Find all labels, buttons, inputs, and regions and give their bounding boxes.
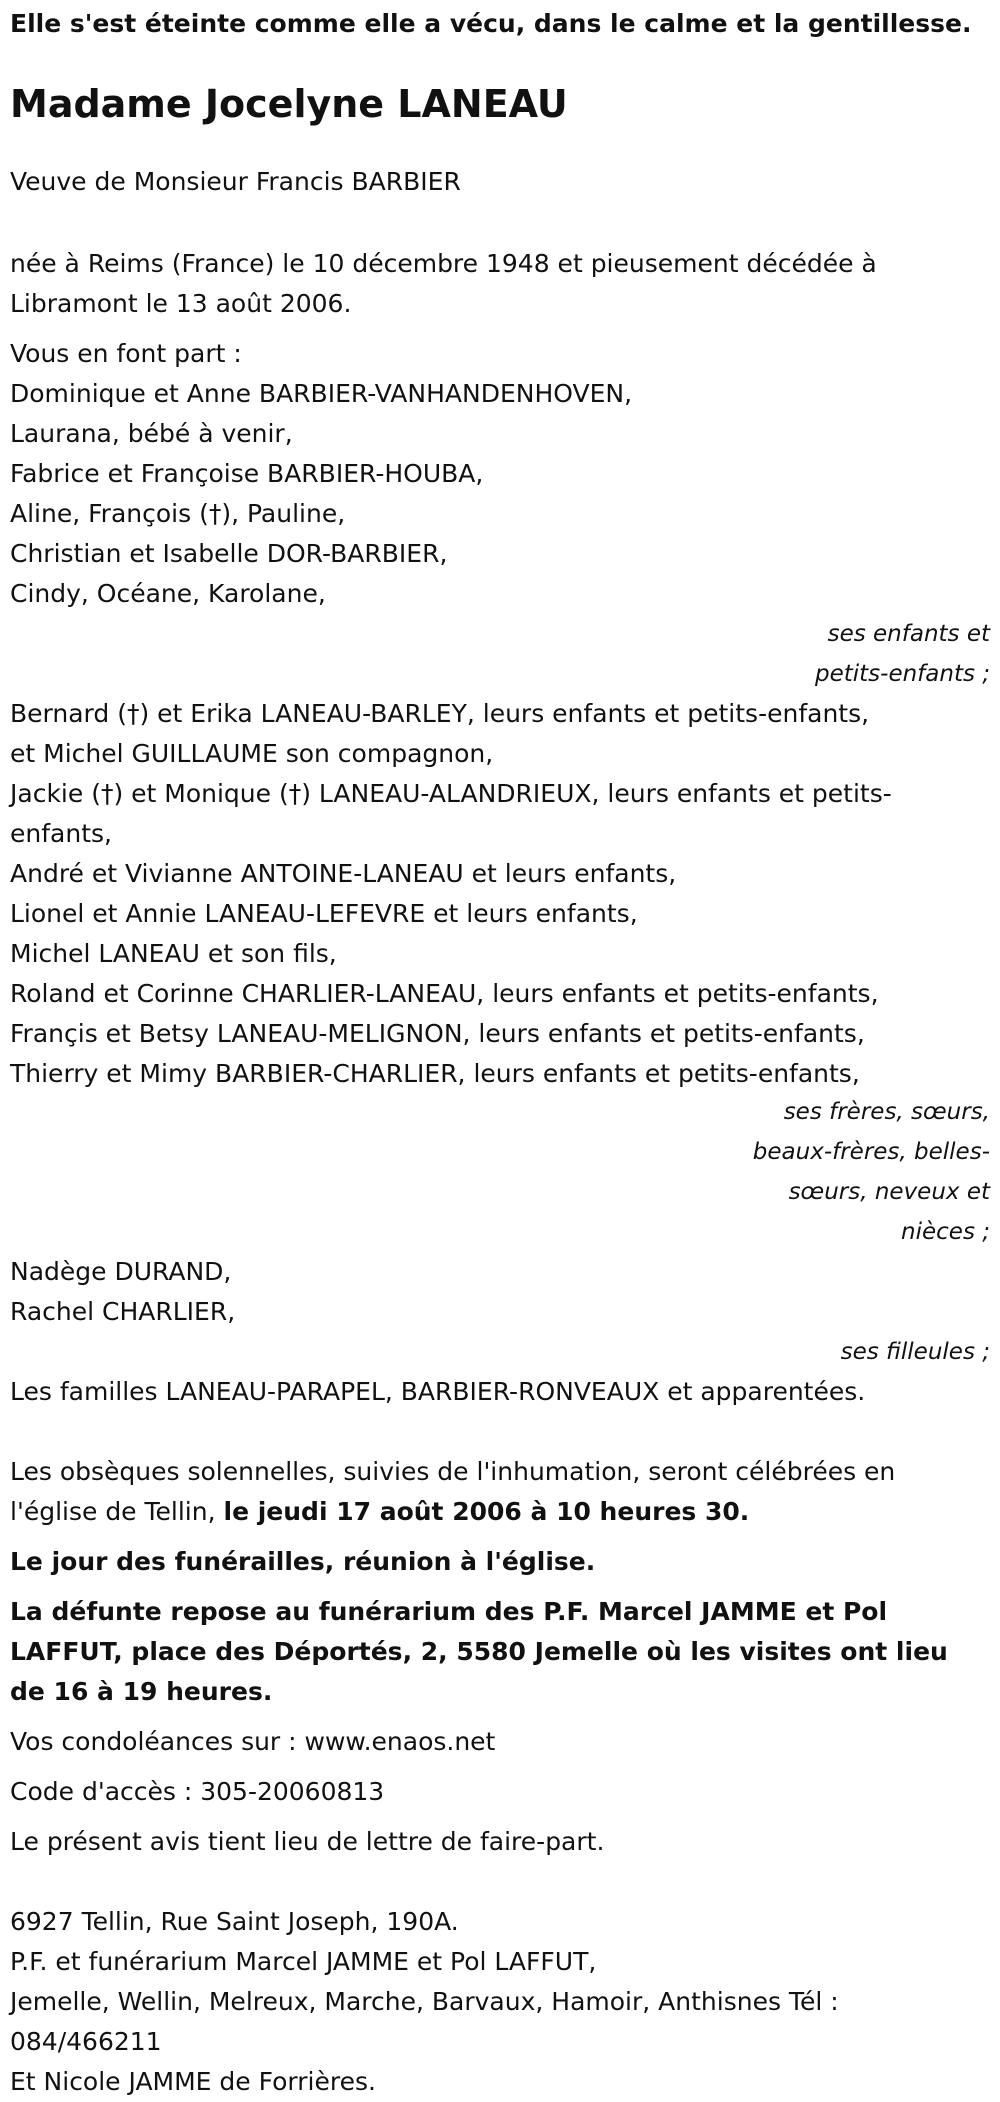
siblings-role: ses frères, sœurs, beaux-frères, belles-sœurs, neveux et nièces ;: [752, 1099, 990, 1245]
list-item: et Michel GUILLAUME son compagnon,: [10, 739, 494, 768]
list-item: Michel LANEAU et son fils,: [10, 939, 337, 968]
list-item: Lionel et Annie LANEAU-LEFEVRE et leurs enfants,: [10, 899, 638, 928]
list-item: André et Vivianne ANTOINE-LANEAU et leurs enfants,: [10, 859, 677, 888]
meeting-line: Le jour des funérailles, réunion à l'église.: [10, 1547, 596, 1576]
goddaughters-role: ses filleules ;: [840, 1339, 990, 1365]
children-role: ses enfants et petits-enfants ;: [814, 621, 990, 687]
list-item: Aline, François (†), Pauline,: [10, 499, 346, 528]
list-item: Christian et Isabelle DOR-BARBIER,: [10, 539, 448, 568]
list-item: Roland et Corinne CHARLIER-LANEAU, leurs enfants et petits-enfants,: [10, 979, 879, 1008]
spouse-line: Veuve de Monsieur Francis BARBIER: [10, 167, 461, 196]
ceremony-date: le jeudi 17 août 2006 à 10 heures 30.: [223, 1497, 750, 1526]
rest-paragraph: La défunte repose au funérarium des P.F. Marcel JAMME et Pol LAFFUT, place des Déportés, 2, 5580 Jemelle où les visites ont lieu de 16 à 19 heures.: [10, 1597, 948, 1706]
ceremony-text: Les obsèques solennelles, suivies de l'inhumation, seront célébrées en l'église de Tellin,: [10, 1457, 896, 1526]
list-item: Rachel CHARLIER,: [10, 1297, 236, 1326]
birth-death-line: née à Reims (France) le 10 décembre 1948 et pieusement décédée à Libramont le 13 août 2006.: [10, 249, 877, 318]
list-item: Françis et Betsy LANEAU-MELIGNON, leurs enfants et petits-enfants,: [10, 1019, 865, 1048]
list-item: Fabrice et Françoise BARBIER-HOUBA,: [10, 459, 484, 488]
deceased-name: Madame Jocelyne LANEAU: [10, 82, 568, 126]
list-item: Dominique et Anne BARBIER-VANHANDENHOVEN,: [10, 379, 633, 408]
list-item: Jackie (†) et Monique (†) LANEAU-ALANDRIEUX, leurs enfants et petits-enfants,: [10, 779, 892, 848]
list-item: Cindy, Océane, Karolane,: [10, 579, 326, 608]
list-item: Bernard (†) et Erika LANEAU-BARLEY, leurs enfants et petits-enfants,: [10, 699, 870, 728]
condolences-line: Vos condoléances sur : www.enaos.net: [10, 1727, 496, 1756]
notice-line: Le présent avis tient lieu de lettre de faire-part.: [10, 1827, 605, 1856]
motto: Elle s'est éteinte comme elle a vécu, dans le calme et la gentillesse.: [10, 9, 972, 38]
list-item: Thierry et Mimy BARBIER-CHARLIER, leurs enfants et petits-enfants,: [10, 1059, 860, 1088]
families-line: Les familles LANEAU-PARAPEL, BARBIER-RONVEAUX et apparentées.: [10, 1377, 866, 1406]
list-item: Laurana, bébé à venir,: [10, 419, 293, 448]
footer-extra: Et Nicole JAMME de Forrières.: [10, 2067, 376, 2096]
children-list: [10, 374, 990, 614]
list-item: Nadège DURAND,: [10, 1257, 232, 1286]
access-code-line: Code d'accès : 305-20060813: [10, 1777, 385, 1806]
goddaughters-list: [10, 1252, 990, 1332]
footer-locations: Jemelle, Wellin, Melreux, Marche, Barvaux, Hamoir, Anthisnes Tél : 084/466211: [10, 1987, 839, 2056]
siblings-list: [10, 694, 990, 1094]
family-intro: Vous en font part :: [10, 339, 242, 368]
ceremony-paragraph: [10, 1452, 990, 1532]
obituary-page: [0, 4, 1000, 2096]
footer-address: 6927 Tellin, Rue Saint Joseph, 190A.: [10, 1907, 459, 1936]
footer-funeral-home: P.F. et funérarium Marcel JAMME et Pol LAFFUT,: [10, 1947, 597, 1976]
